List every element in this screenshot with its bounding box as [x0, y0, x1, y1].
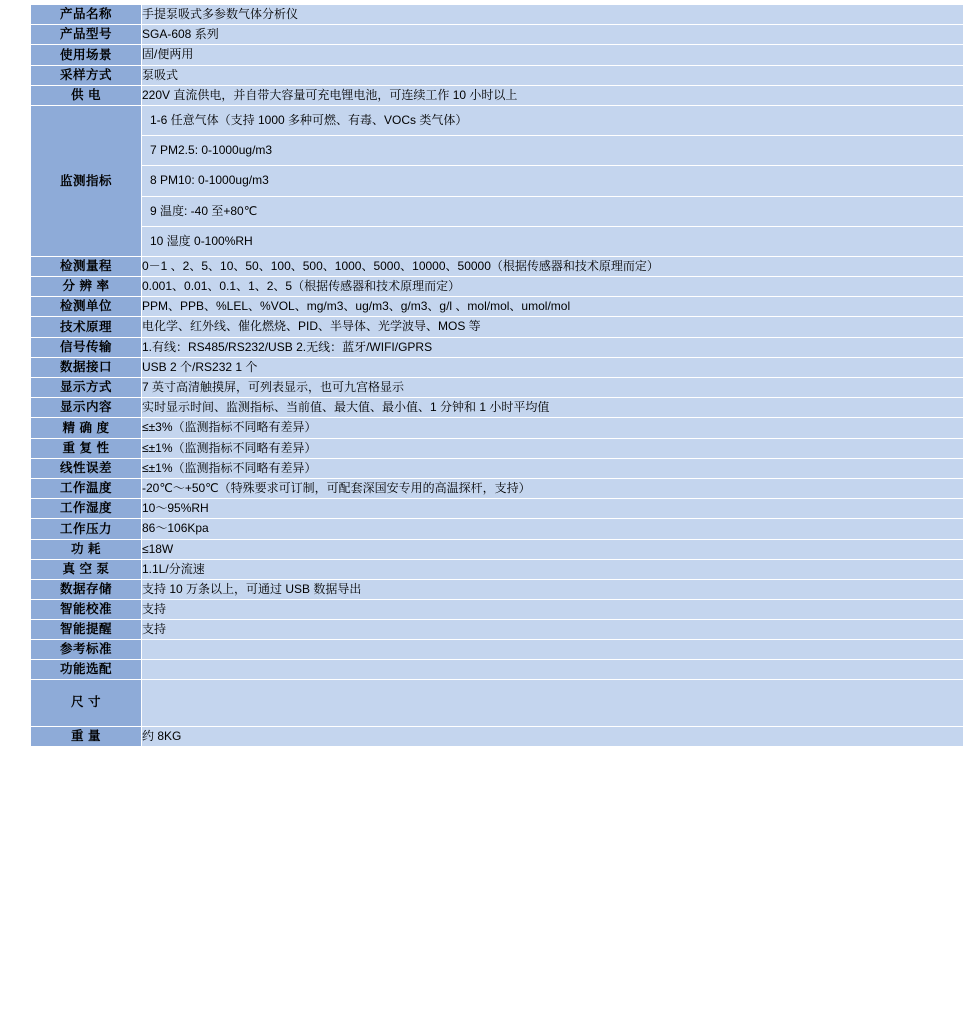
table-row	[31, 277, 964, 297]
table-row	[31, 418, 964, 438]
list-item	[142, 703, 963, 726]
table-row	[31, 640, 964, 660]
table-row	[31, 45, 964, 65]
indicator-line: 9 温度: -40 至+80℃	[142, 196, 963, 226]
row-value: ≤18W	[142, 539, 964, 559]
row-value: USB 2 个/RS232 1 个	[142, 357, 964, 377]
row-value	[142, 746, 964, 747]
table-row	[31, 458, 964, 478]
row-value: 手提泵吸式多参数气体分析仪	[142, 5, 964, 25]
row-value: 电化学、红外线、催化燃烧、PID、半导体、光学波导、MOS 等	[142, 317, 964, 337]
row-label: 功 耗	[31, 539, 142, 559]
table-body	[31, 5, 964, 748]
list-item	[142, 680, 963, 703]
table-row	[31, 25, 964, 45]
table-row	[31, 746, 964, 747]
table-row	[31, 297, 964, 317]
row-value: ≤±1%（监测指标不同略有差异）	[142, 438, 964, 458]
row-label: 显示方式	[31, 378, 142, 398]
row-value	[142, 640, 964, 660]
row-label: 使用场景	[31, 45, 142, 65]
table-row	[31, 620, 964, 640]
indicator-line: 10 湿度 0-100%RH	[142, 226, 963, 256]
row-label: 重 复 性	[31, 438, 142, 458]
row-label: 工作压力	[31, 519, 142, 539]
row-label: 智能提醒	[31, 620, 142, 640]
list-item	[142, 226, 963, 256]
row-value	[142, 660, 964, 680]
row-value: 10～95%RH	[142, 499, 964, 519]
table-row	[31, 256, 964, 276]
indicator-line: 7 PM2.5: 0-1000ug/m3	[142, 136, 963, 166]
row-value: 1.1L/分流速	[142, 559, 964, 579]
table-row	[31, 85, 964, 105]
row-label: 分 辨 率	[31, 277, 142, 297]
list-item	[142, 136, 963, 166]
row-value: 0.001、0.01、0.1、1、2、5（根据传感器和技术原理而定）	[142, 277, 964, 297]
row-value: ≤±1%（监测指标不同略有差异）	[142, 458, 964, 478]
row-value: -20℃～+50℃（特殊要求可订制，可配套深国安专用的高温探杆，支持）	[142, 478, 964, 498]
row-value: 支持 10 万条以上，可通过 USB 数据导出	[142, 579, 964, 599]
table-row	[31, 337, 964, 357]
optional-function-list	[142, 680, 963, 726]
row-label: 功能选配	[31, 660, 142, 680]
row-label: 产品型号	[31, 25, 142, 45]
table-row	[31, 317, 964, 337]
row-label: 参考标准	[31, 640, 142, 660]
table-row	[31, 378, 964, 398]
list-item	[142, 166, 963, 196]
row-label: 检测量程	[31, 256, 142, 276]
table-row	[31, 357, 964, 377]
row-value: 固/便两用	[142, 45, 964, 65]
row-label: 采样方式	[31, 65, 142, 85]
row-value: 支持	[142, 620, 964, 640]
row-value: 支持	[142, 600, 964, 620]
row-label: 数据存储	[31, 579, 142, 599]
row-label: 检测单位	[31, 297, 142, 317]
row-value: 86～106Kpa	[142, 519, 964, 539]
row-value: 约 8KG	[142, 726, 964, 746]
list-item	[142, 106, 963, 136]
indicator-line: 8 PM10: 0-1000ug/m3	[142, 166, 963, 196]
row-label: 真 空 泵	[31, 559, 142, 579]
row-label: 产品名称	[31, 5, 142, 25]
table-row	[31, 478, 964, 498]
table-row	[31, 539, 964, 559]
row-label: 监测指标	[31, 105, 142, 256]
table-row	[31, 726, 964, 746]
row-value: 泵吸式	[142, 65, 964, 85]
row-label: 供 电	[31, 85, 142, 105]
table-row	[31, 559, 964, 579]
row-label: 线性误差	[31, 458, 142, 478]
row-label: 智能校准	[31, 600, 142, 620]
indicator-line: 1-6 任意气体（支持 1000 多种可燃、有毒、VOCs 类气体）	[142, 106, 963, 136]
row-label: 技术原理	[31, 317, 142, 337]
specification-table	[30, 4, 964, 748]
row-label: 重 量	[31, 726, 142, 746]
table-row-monitoring-indicators	[31, 105, 964, 256]
table-row	[31, 65, 964, 85]
row-label	[31, 746, 142, 747]
table-row	[31, 579, 964, 599]
row-value	[142, 105, 964, 256]
row-value: ≤±3%（监测指标不同略有差异）	[142, 418, 964, 438]
table-row-reference-standards	[31, 660, 964, 680]
list-item	[142, 196, 963, 226]
table-row	[31, 600, 964, 620]
table-row	[31, 5, 964, 25]
row-value: 1.有线：RS485/RS232/USB 2.无线：蓝牙/WIFI/GPRS	[142, 337, 964, 357]
row-value: 7 英寸高清触摸屏，可列表显示，也可九宫格显示	[142, 378, 964, 398]
row-label: 信号传输	[31, 337, 142, 357]
table-row	[31, 398, 964, 418]
row-value: PPM、PPB、%LEL、%VOL、mg/m3、ug/m3、g/m3、g/l 、mol/mol、umol/mol	[142, 297, 964, 317]
row-label: 工作湿度	[31, 499, 142, 519]
row-value: 实时显示时间、监测指标、当前值、最大值、最小值、1 分钟和 1 小时平均值	[142, 398, 964, 418]
row-label: 数据接口	[31, 357, 142, 377]
table-row	[31, 519, 964, 539]
row-label: 精 确 度	[31, 418, 142, 438]
row-label: 尺 寸	[31, 679, 142, 726]
row-value: SGA-608 系列	[142, 25, 964, 45]
table-row-optional-functions	[31, 679, 964, 726]
row-label: 显示内容	[31, 398, 142, 418]
table-row	[31, 499, 964, 519]
row-value: 0－1 、2、5、10、50、100、500、1000、5000、10000、50000（根据传感器和技术原理而定）	[142, 256, 964, 276]
monitoring-indicator-list	[142, 106, 963, 256]
table-row	[31, 438, 964, 458]
row-value	[142, 679, 964, 726]
row-value: 220V 直流供电，并自带大容量可充电锂电池，可连续工作 10 小时以上	[142, 85, 964, 105]
row-label: 工作温度	[31, 478, 142, 498]
